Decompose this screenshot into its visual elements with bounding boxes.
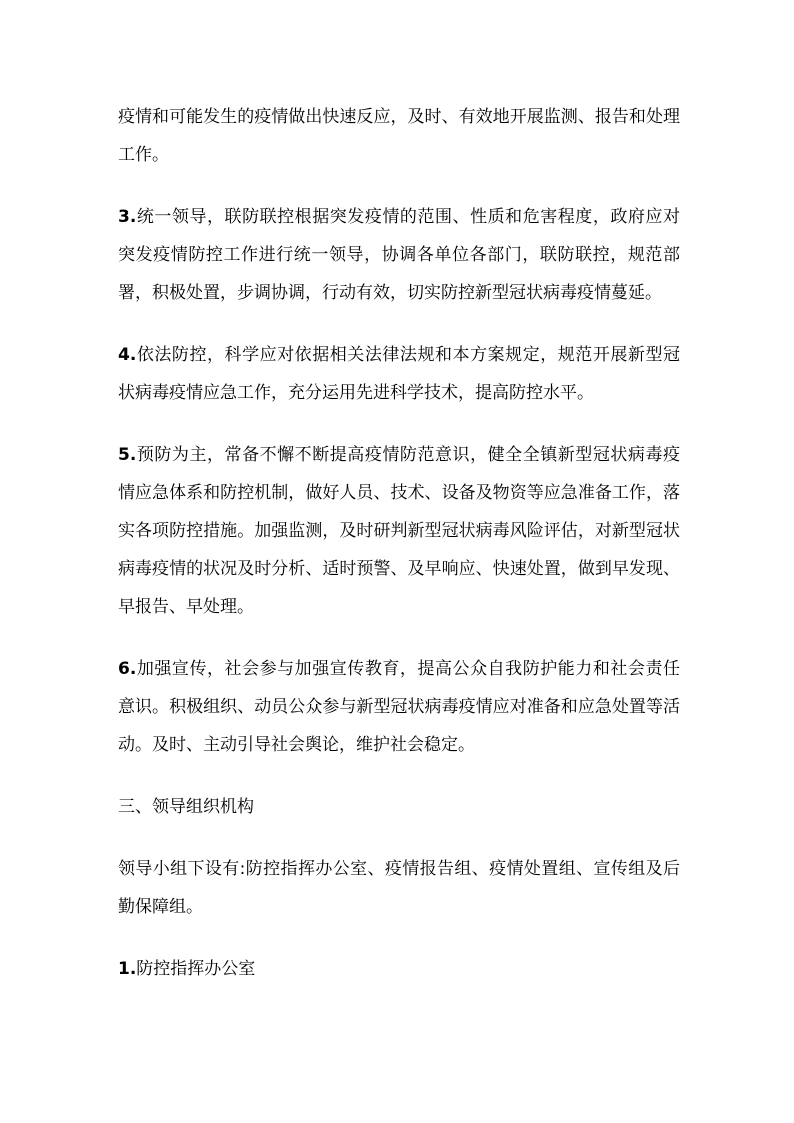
- paragraph-lawful-prevention: [118, 336, 680, 412]
- paragraph-text: 防控指挥办公室: [136, 959, 256, 979]
- paragraph-text: 加强宣传，社会参与加强宣传教育，提高公众自我防护能力和社会责任意识。积极组织、动员公众参与新型冠状病毒疫情应对准备和应急处置等活动。及时、主动引导社会舆论，维护社会稳定。: [118, 659, 680, 755]
- paragraph-number: 5.: [118, 445, 137, 465]
- paragraph-text: 疫情和可能发生的疫情做出快速反应，及时、有效地开展监测、报告和处理工作。: [118, 107, 680, 165]
- paragraph-number: 3.: [118, 207, 137, 227]
- subsection-heading: [118, 950, 680, 988]
- paragraph-prevention-first: [118, 436, 680, 626]
- paragraph-number: 4.: [118, 345, 137, 365]
- paragraph-text: 预防为主，常备不懈不断提高疫情防范意识，健全全镇新型冠状病毒疫情应急体系和防控机制，做好人员、技术、设备及物资等应急准备工作，落实各项防控措施。加强监测，及时研判新型冠状病毒风险评估，对新型冠状病毒疫情的状况及时分析、适时预警、及早响应、快速处置，做到早发现、早报告、早处理。: [118, 445, 680, 617]
- paragraph-text: 统一领导，联防联控根据突发疫情的范围、性质和危害程度，政府应对突发疫情防控工作进行统一领导，协调各单位各部门，联防联控，规范部署，积极处置，步调协调，行动有效，切实防控新型冠状病毒疫情蔓延。: [118, 207, 680, 303]
- paragraph-text: 领导小组下设有:防控指挥办公室、疫情报告组、疫情处置组、宣传组及后勤保障组。: [118, 859, 680, 917]
- paragraph-leading-group: [118, 850, 680, 926]
- document-body: [118, 98, 680, 1012]
- paragraph-unified-leadership: [118, 198, 680, 312]
- paragraph-text: 依法防控，科学应对依据相关法律法规和本方案规定，规范开展新型冠状病毒疫情应急工作，充分运用先进科学技术，提高防控水平。: [118, 345, 680, 403]
- paragraph-number: 1.: [118, 959, 137, 979]
- paragraph-text: 三、领导组织机构: [118, 797, 254, 817]
- paragraph-number: 6.: [118, 659, 137, 679]
- section-heading: [118, 788, 680, 826]
- paragraph-publicity: [118, 650, 680, 764]
- paragraph-continuation: [118, 98, 680, 174]
